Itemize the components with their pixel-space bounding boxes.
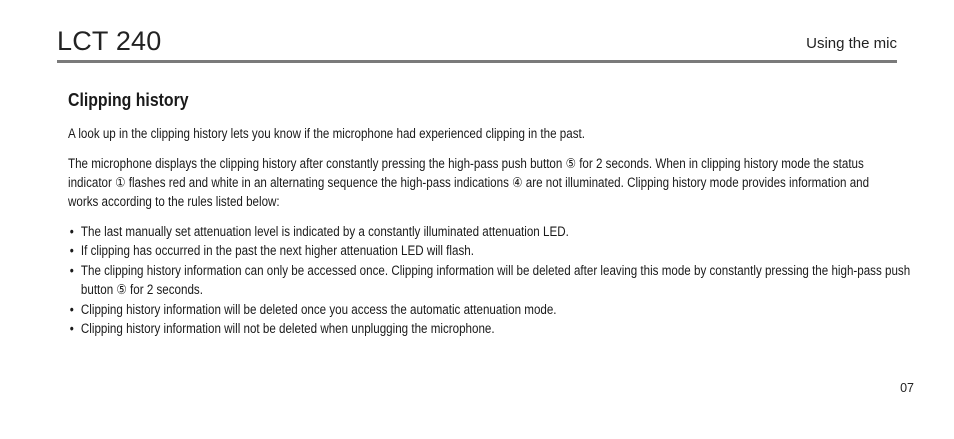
list-item-text: Clipping history information will be deleted once you access the automatic attenuation mode. xyxy=(80,301,557,317)
document-title: LCT 240 xyxy=(57,26,162,56)
intro-paragraph: A look up in the clipping history lets you know if the microphone had experienced clipping in the past. xyxy=(68,126,585,141)
list-item-text: If clipping has occurred in the past the next higher attenuation LED will flash. xyxy=(80,243,474,259)
list-item xyxy=(68,261,911,300)
bullet-icon: • xyxy=(69,321,74,337)
list-item xyxy=(68,300,911,319)
page-header xyxy=(57,26,897,62)
list-item-text: The clipping history information can only be accessed once. Clipping information will be deleted after leaving this mode by constantly pressing the high-pass push button ⑤ for 2 seconds. xyxy=(80,262,911,298)
list-item xyxy=(68,241,911,260)
page-number: 07 xyxy=(900,381,914,395)
header-divider xyxy=(57,60,897,63)
bullet-icon: • xyxy=(69,262,74,278)
main-content xyxy=(68,88,911,338)
section-label: Using the mic xyxy=(806,35,897,52)
list-item xyxy=(68,222,911,241)
section-heading: Clipping history xyxy=(68,90,189,110)
rules-list xyxy=(68,222,911,338)
bullet-icon: • xyxy=(69,224,74,239)
description-paragraph: The microphone displays the clipping history after constantly pressing the high-pass push button ⑤ for 2 seconds. When in clipping history mode the status indicator ① flashes red and white in an alternating sequence the high-pass indications ④ are not illuminated. Clipping history mode provides information and works according to the rules listed below: xyxy=(68,156,870,209)
list-item-text: The last manually set attenuation level is indicated by a constantly illuminated attenuation LED. xyxy=(80,224,569,239)
bullet-icon: • xyxy=(69,301,74,317)
bullet-icon: • xyxy=(69,243,74,259)
list-item xyxy=(68,319,911,338)
list-item-text: Clipping history information will not be deleted when unplugging the microphone. xyxy=(80,321,495,337)
